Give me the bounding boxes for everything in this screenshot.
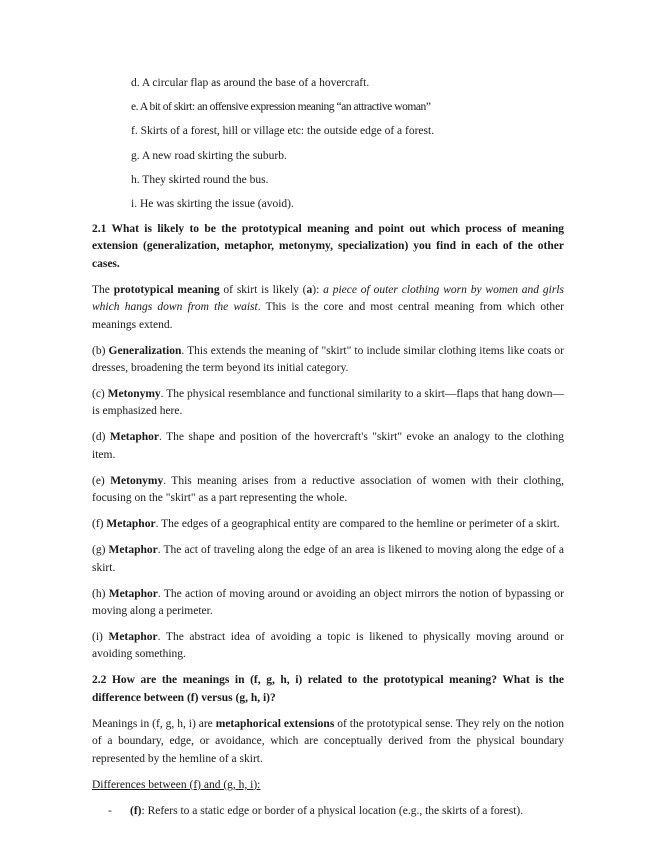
case-label: (i) [92, 631, 109, 644]
proto-rest: . This is the core and most central meaning from which other meanings extend. [92, 301, 564, 331]
proto-mid: of skirt is likely ( [219, 283, 307, 296]
case-label: (d) [92, 431, 110, 444]
case-e [92, 473, 564, 508]
case-label: (b) [92, 344, 109, 357]
relation-paragraph [92, 716, 564, 768]
case-text: . The shape and position of the hovercraft's "skirt" evoke an analogy to the clothing item. [92, 431, 564, 461]
case-b [92, 343, 564, 378]
case-label: (f) [92, 518, 107, 531]
case-process: Metonymy [107, 388, 161, 401]
case-text: . The physical resemblance and functional similarity to a skirt—flaps that hang down—is emphasized here. [92, 388, 564, 418]
relation-term: metaphorical extensions [215, 717, 335, 730]
relation-rest: of the prototypical sense. They rely on the notion of a boundary, edge, or avoidance, which are conceptually derived from the physical boundary represented by the hemline of a skirt. [92, 717, 564, 765]
example-e: e. A bit of skirt: an offensive expression meaning “an attractive woman” [131, 101, 431, 114]
case-d [92, 429, 564, 464]
case-process: Metaphor [109, 431, 160, 444]
case-text: . This meaning arises from a reductive association of women with their clothing, focusing on the "skirt" as a part representing the whole. [92, 474, 564, 505]
case-f [92, 516, 564, 533]
example-f: f. Skirts of a forest, hill or village etc: the outside edge of a forest. [131, 125, 435, 138]
case-process: Metaphor [108, 544, 158, 557]
answer-body [92, 221, 564, 821]
case-g [92, 542, 564, 577]
case-text: . The act of traveling along the edge of an area is likened to moving along the edge of a skirt. [92, 544, 564, 574]
bullet-label: (f) [130, 805, 142, 818]
question-2-1: 2.1 What is likely to be the prototypical meaning and point out which process of meaning extension (generalization, metaphor, metonymy, specialization) you find in each of the other cases. [92, 223, 564, 270]
relation-lead: Meanings in (f, g, h, i) are [92, 717, 216, 730]
proto-term: prototypical meaning [113, 283, 220, 296]
example-g: g. A new road skirting the suburb. [131, 149, 287, 162]
case-process: Metonymy [110, 474, 164, 487]
bullet-body [92, 803, 564, 820]
case-process: Generalization [108, 344, 182, 357]
case-label: (e) [92, 474, 111, 487]
case-label: (h) [92, 587, 109, 600]
case-h [92, 586, 564, 621]
proto-definition: a piece of outer clothing worn by women and girls which hangs down from the waist [92, 283, 564, 314]
case-process: Metaphor [108, 631, 158, 644]
case-process: Metaphor [106, 518, 156, 531]
prototypical-meaning-paragraph [92, 282, 564, 334]
proto-colon: ): [312, 283, 324, 296]
bullet-item-f [92, 803, 564, 820]
bullet-text: : Refers to a static edge or border of a physical location (e.g., the skirts of a forest). [141, 805, 524, 818]
example-list [131, 76, 591, 211]
proto-letter: a [306, 283, 313, 296]
proto-lead: The [92, 283, 114, 296]
bullet-dash: - [108, 805, 112, 818]
differences-heading: Differences between (f) and (g, h, i): [92, 778, 261, 791]
case-label: (g) [92, 544, 109, 557]
case-c [92, 386, 564, 421]
example-i: i. He was skirting the issue (avoid). [131, 197, 294, 210]
case-text: . This extends the meaning of "skirt" to include similar clothing items like coats or dresses, broadening the term beyond its initial category. [92, 344, 564, 375]
case-process: Metaphor [108, 587, 158, 600]
case-label: (c) [92, 388, 108, 401]
case-text: . The action of moving around or avoiding an object mirrors the notion of bypassing or moving along a perimeter. [92, 587, 564, 618]
case-i [92, 629, 564, 664]
example-h: h. They skirted round the bus. [131, 173, 269, 186]
case-text: . The edges of a geographical entity are compared to the hemline or perimeter of a skirt. [155, 518, 560, 531]
case-text: . The abstract idea of avoiding a topic is likened to physically moving around or avoiding something. [92, 631, 564, 661]
question-2-2: 2.2 How are the meanings in (f, g, h, i) related to the prototypical meaning? What is the difference between (f) versus (g, h, i)? [92, 674, 564, 704]
example-d: d. A circular flap as around the base of a hovercraft. [131, 77, 370, 89]
